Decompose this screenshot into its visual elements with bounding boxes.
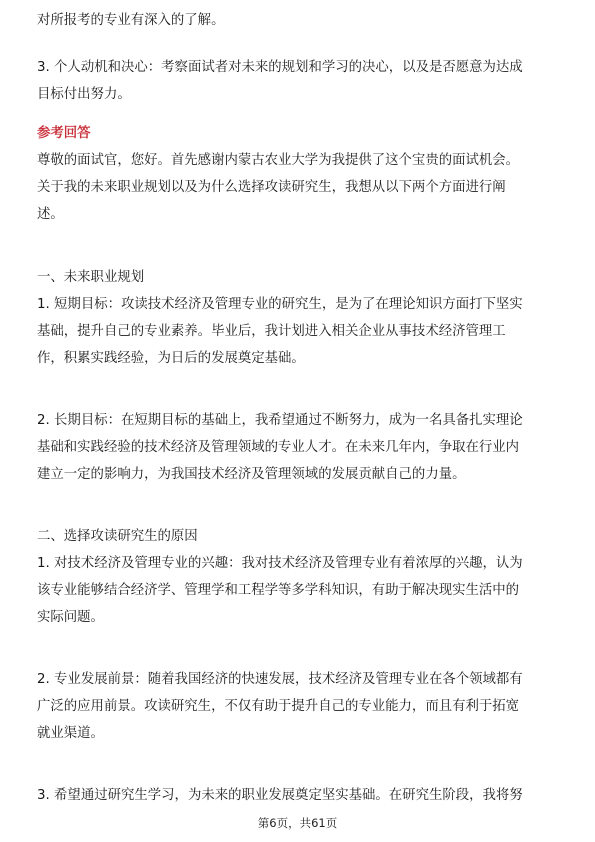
text-line: 就业渠道。 xyxy=(37,726,104,741)
section-heading: 二、选择攻读研究生的原因 xyxy=(37,529,198,544)
page-number: 第6页，共61页 xyxy=(257,816,338,830)
text-line: 对所报考的专业有深入的了解。 xyxy=(37,13,225,28)
section-heading-reference-answer: 参考回答 xyxy=(37,126,91,141)
text-line: 3. 个人动机和决心：考察面试者对未来的规划和学习的决心，以及是否愿意为达成 xyxy=(37,60,523,75)
text-line: 1. 短期目标：攻读技术经济及管理专业的研究生，是为了在理论知识方面打下坚实 xyxy=(37,297,523,312)
text-line: 2. 专业发展前景：随着我国经济的快速发展，技术经济及管理专业在各个领域都有 xyxy=(37,672,523,687)
text-line: 该专业能够结合经济学、管理学和工程学等多学科知识，有助于解决现实生活中的 xyxy=(37,583,520,598)
text-line: 1. 对技术经济及管理专业的兴趣：我对技术经济及管理专业有着浓厚的兴趣，认为 xyxy=(37,556,523,571)
section-heading: 一、未来职业规划 xyxy=(37,270,145,285)
text-line: 基础和实践经验的技术经济及管理领域的专业人才。在未来几年内，争取在行业内 xyxy=(37,440,520,455)
text-line: 目标付出努力。 xyxy=(37,87,131,102)
text-line: 2. 长期目标：在短期目标的基础上，我希望通过不断努力，成为一名具备扎实理论 xyxy=(37,413,523,428)
text-line: 建立一定的影响力，为我国技术经济及管理领域的发展贡献自己的力量。 xyxy=(37,467,466,482)
text-line: 3. 希望通过研究生学习，为未来的职业发展奠定坚实基础。在研究生阶段，我将努 xyxy=(37,788,523,803)
text-line: 述。 xyxy=(37,207,64,222)
text-line: 广泛的应用前景。攻读研究生，不仅有助于提升自己的专业能力，而且有利于拓宽 xyxy=(37,699,520,714)
text-line: 基础，提升自己的专业素养。毕业后，我计划进入相关企业从事技术经济管理工 xyxy=(37,324,506,339)
text-line: 实际问题。 xyxy=(37,610,104,625)
text-line: 关于我的未来职业规划以及为什么选择攻读研究生，我想从以下两个方面进行阐 xyxy=(37,180,506,195)
text-line: 作，积累实践经验，为日后的发展奠定基础。 xyxy=(37,351,305,366)
text-line: 尊敬的面试官，您好。首先感谢内蒙古农业大学为我提供了这个宝贵的面试机会。 xyxy=(37,153,520,168)
